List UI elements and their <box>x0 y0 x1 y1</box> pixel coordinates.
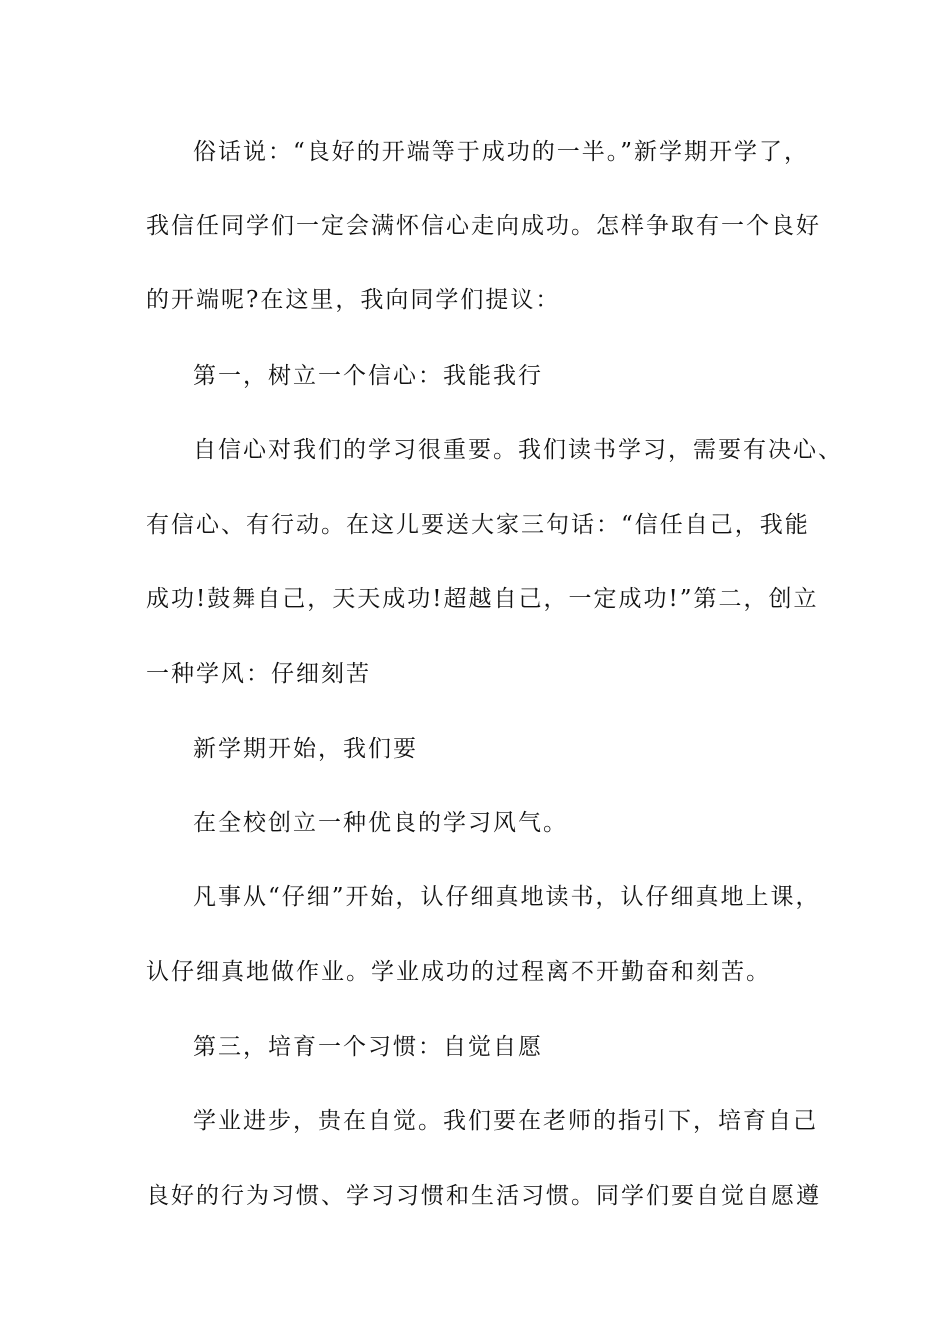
paragraph-line-3: 的开端呢?在这里，我向同学们提议： <box>146 287 561 313</box>
paragraph-line-7: 一种学风：仔细刻苦 <box>146 661 371 687</box>
paragraph-line-1: 俗话说：“良好的开端等于成功的一半。”新学期开学了， <box>193 139 810 165</box>
paragraph-line-10: 凡事从“仔细”开始，认仔细真地读书，认仔细真地上课， <box>193 884 821 910</box>
section-heading-3: 第三，培育一个习惯：自觉自愿 <box>193 1034 543 1060</box>
paragraph-line-12: 学业进步，贵在自觉。我们要在老师的指引下，培育自己 <box>193 1108 818 1134</box>
paragraph-line-2: 我信任同学们一定会满怀信心走向成功。怎样争取有一个良好 <box>146 213 821 239</box>
paragraph-line-11: 认仔细真地做作业。学业成功的过程离不开勤奋和刻苦。 <box>146 959 771 985</box>
paragraph-line-4: 自信心对我们的学习很重要。我们读书学习，需要有决心、 <box>193 437 843 463</box>
paragraph-line-5: 有信心、有行动。在这儿要送大家三句话：“信任自己，我能 <box>146 512 810 538</box>
paragraph-line-6: 成功!鼓舞自己，天天成功!超越自己，一定成功!”第二，创立 <box>146 586 819 612</box>
section-heading-1: 第一，树立一个信心：我能我行 <box>193 363 543 389</box>
paragraph-line-9: 在全校创立一种优良的学习风气。 <box>193 810 568 836</box>
paragraph-line-13: 良好的行为习惯、学习习惯和生活习惯。同学们要自觉自愿遵 <box>146 1183 821 1209</box>
paragraph-line-8: 新学期开始，我们要 <box>193 736 418 762</box>
